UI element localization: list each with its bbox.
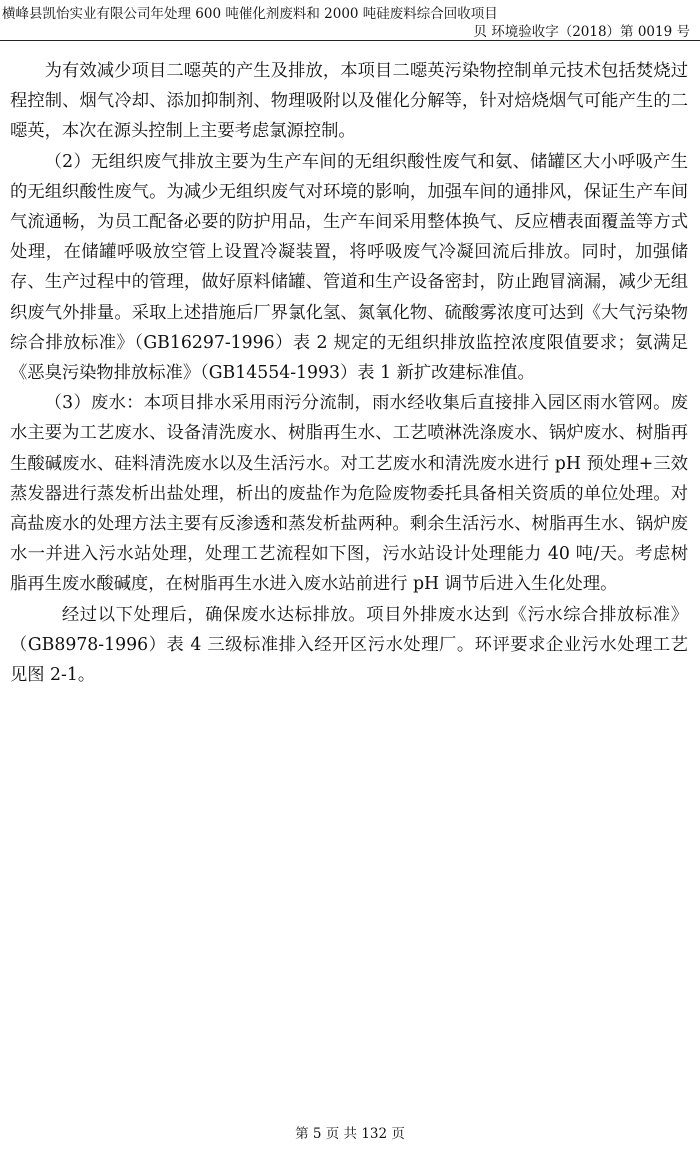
paragraph-wastewater: （3）废水：本项目排水采用雨污分流制，雨水经收集后直接排入园区雨水管网。废水主要为工艺废水、设备清洗废水、树脂再生水、工艺喷淋洗涤废水、锅炉废水、树脂再生酸碱废水、硅料清洗废水以及生活污水。对工艺废水和清洗废水进行 pH 预处理+三效蒸发器进行蒸发析出盐处理，析出的废盐作为危险废物委托具备相关资质的单位处理。对高盐废水的处理方法主要有反渗透和蒸发析盐两种。剩余生活污水、树脂再生水、锅炉废水一并进入污水站处理，处理工艺流程如下图，污水站设计处理能力 40 吨/天。考虑树脂再生废水酸碱度，在树脂再生水进入废水站前进行 pH 调节后进入生化处理。	[10, 393, 688, 595]
project-title: 横峰县凯怡实业有限公司年处理 600 吨催化剂废料和 2000 吨硅废料综合回收项目	[2, 6, 498, 22]
paragraph-discharge-standard: 经过以下处理后，确保废水达标排放。项目外排废水达到《污水综合排放标准》（GB8978-1996）表 4 三级标准排入经开区污水处理厂。环评要求企业污水处理工艺见图 2-1。	[10, 604, 688, 686]
report-number: 贝 环境验收字（2018）第 0019 号	[473, 24, 690, 40]
paragraph-dioxin-control: 为有效减少项目二噁英的产生及排放，本项目二噁英污染物控制单元技术包括焚烧过程控制、烟气冷却、添加抑制剂、物理吸附以及催化分解等，针对焙烧烟气可能产生的二噁英，本次在源头控制上主要考虑氯源控制。	[10, 61, 688, 142]
page-number: 第 5 页 共 132 页	[295, 1126, 405, 1142]
paragraph-fugitive-gas: （2）无组织废气排放主要为生产车间的无组织酸性废气和氨、储罐区大小呼吸产生的无组织酸性废气。为减少无组织废气对环境的影响，加强车间的通排风，保证生产车间气流通畅，为员工配备必要的防护用品，生产车间采用整体换气、反应槽表面覆盖等方式处理，在储罐呼吸放空管上设置冷凝装置，将呼吸废气冷凝回流后排放。同时，加强储存、生产过程中的管理，做好原料储罐、管道和生产设备密封，防止跑冒滴漏，减少无组织废气外排量。采取上述措施后厂界氯化氢、氮氧化物、硫酸雾浓度可达到《大气污染物综合排放标准》（GB16297-1996）表 2 规定的无组织排放监控浓度限值要求；氨满足《恶臭污染物排放标准》（GB14554-1993）表 1 新扩改建标准值。	[10, 151, 688, 384]
page-header	[0, 0, 700, 41]
document-body	[10, 56, 688, 690]
